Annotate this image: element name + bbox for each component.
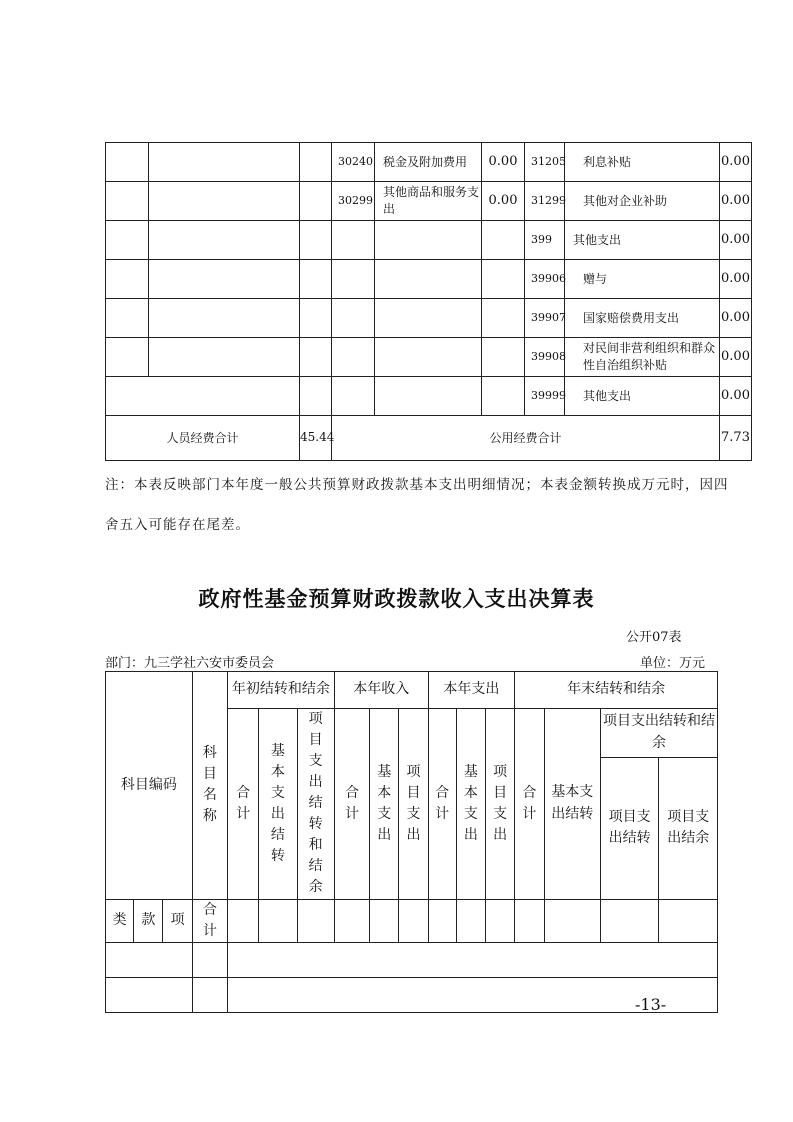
page-number: -13- xyxy=(635,995,667,1014)
unit-label: 单位：万元 xyxy=(640,656,706,671)
econ-amount-cell xyxy=(482,221,525,260)
header-end-project-balance: 项目支出结余 xyxy=(659,757,718,899)
econ-code-cell xyxy=(332,260,375,299)
econ-code-cell xyxy=(332,338,375,377)
table-row xyxy=(106,143,752,182)
class-name-cell: 对民间非营利组织和群众性自治组织补贴 xyxy=(565,338,720,377)
econ-name-cell: 税金及附加费用 xyxy=(375,143,482,182)
header-item: 项 xyxy=(163,899,192,943)
table-row xyxy=(106,260,752,299)
class-amount-cell: 0.00 xyxy=(720,260,752,299)
header-sum: 合计 xyxy=(192,899,227,943)
class-name-cell: 其他支出 xyxy=(565,221,720,260)
class-name-cell: 国家赔偿费用支出 xyxy=(565,299,720,338)
class-name-cell: 其他对企业补助 xyxy=(565,182,720,221)
table-row xyxy=(106,978,718,1013)
page-title: 政府性基金预算财政拨款收入支出决算表 xyxy=(198,587,595,611)
header-year-expense: 本年支出 xyxy=(428,672,515,709)
econ-code-cell xyxy=(332,377,375,416)
personnel-total-label: 人员经费合计 xyxy=(106,416,300,461)
header-end-basic-carry: 基本支出结转 xyxy=(544,709,600,900)
class-code-cell: 31299 xyxy=(525,182,565,221)
table-note-line-2: 舍五入可能存在尾差。 xyxy=(105,517,250,533)
class-code-cell: 31205 xyxy=(525,143,565,182)
class-name-cell: 利息补贴 xyxy=(565,143,720,182)
header-income-project: 项目支出 xyxy=(399,709,428,900)
class-code-cell: 39906 xyxy=(525,260,565,299)
header-begin-project-carry-balance: 项目支出结转和结余 xyxy=(297,709,334,900)
econ-name-cell xyxy=(375,377,482,416)
basic-expense-detail-table xyxy=(105,142,752,461)
class-amount-cell: 0.00 xyxy=(720,143,752,182)
table-row xyxy=(106,299,752,338)
class-amount-cell: 0.00 xyxy=(720,299,752,338)
econ-amount-cell: 0.00 xyxy=(482,182,525,221)
econ-name-cell xyxy=(375,299,482,338)
class-code-cell: 39907 xyxy=(525,299,565,338)
class-amount-cell: 0.00 xyxy=(720,182,752,221)
public-total-label: 公用经费合计 xyxy=(332,416,720,461)
econ-name-cell xyxy=(375,221,482,260)
personnel-total-value: 45.44 xyxy=(300,416,332,461)
class-code-cell: 39908 xyxy=(525,338,565,377)
header-year-income: 本年收入 xyxy=(334,672,428,709)
econ-code-cell: 30299 xyxy=(332,182,375,221)
class-name-cell: 其他支出 xyxy=(565,377,720,416)
class-amount-cell: 0.00 xyxy=(720,377,752,416)
table-row xyxy=(106,943,718,978)
econ-code-cell xyxy=(332,299,375,338)
government-fund-table xyxy=(105,671,718,1013)
econ-name-cell xyxy=(375,260,482,299)
class-code-cell: 399 xyxy=(525,221,565,260)
totals-row xyxy=(106,416,752,461)
table-row xyxy=(106,377,752,416)
header-section: 款 xyxy=(134,899,163,943)
table-number: 公开07表 xyxy=(626,630,682,645)
econ-amount-cell: 0.00 xyxy=(482,143,525,182)
econ-code-cell xyxy=(332,221,375,260)
header-begin-total: 合计 xyxy=(227,709,258,900)
department-label: 部门：九三学社六安市委员会 xyxy=(105,656,275,671)
econ-amount-cell xyxy=(482,377,525,416)
table-note-line-1: 注：本表反映部门本年度一般公共预算财政拨款基本支出明细情况；本表金额转换成万元时，因四 xyxy=(105,477,729,493)
econ-code-cell: 30240 xyxy=(332,143,375,182)
header-expense-total: 合计 xyxy=(428,709,456,900)
header-expense-project: 项目支出 xyxy=(486,709,515,900)
header-income-total: 合计 xyxy=(334,709,369,900)
table-row xyxy=(106,221,752,260)
econ-amount-cell xyxy=(482,299,525,338)
class-name-cell: 赠与 xyxy=(565,260,720,299)
table-row xyxy=(106,182,752,221)
header-expense-basic: 基本支出 xyxy=(456,709,485,900)
table-row xyxy=(106,338,752,377)
header-class: 类 xyxy=(106,899,134,943)
header-income-basic: 基本支出 xyxy=(370,709,399,900)
econ-amount-cell xyxy=(482,260,525,299)
header-end-project-carry-balance: 项目支出结转和结余 xyxy=(600,709,717,758)
econ-name-cell xyxy=(375,338,482,377)
econ-name-cell: 其他商品和服务支出 xyxy=(375,182,482,221)
header-end-total: 合计 xyxy=(515,709,544,900)
header-begin-balance: 年初结转和结余 xyxy=(227,672,334,709)
class-amount-cell: 0.00 xyxy=(720,221,752,260)
econ-amount-cell xyxy=(482,338,525,377)
header-subject-name: 科目名称 xyxy=(192,672,227,900)
header-end-balance: 年末结转和结余 xyxy=(515,672,718,709)
header-begin-basic-carry: 基本支出结转 xyxy=(259,709,297,900)
class-code-cell: 39999 xyxy=(525,377,565,416)
public-total-value: 7.73 xyxy=(720,416,752,461)
class-amount-cell: 0.00 xyxy=(720,338,752,377)
header-subject-code: 科目编码 xyxy=(106,672,193,900)
header-end-project-carry: 项目支出结转 xyxy=(600,757,658,899)
